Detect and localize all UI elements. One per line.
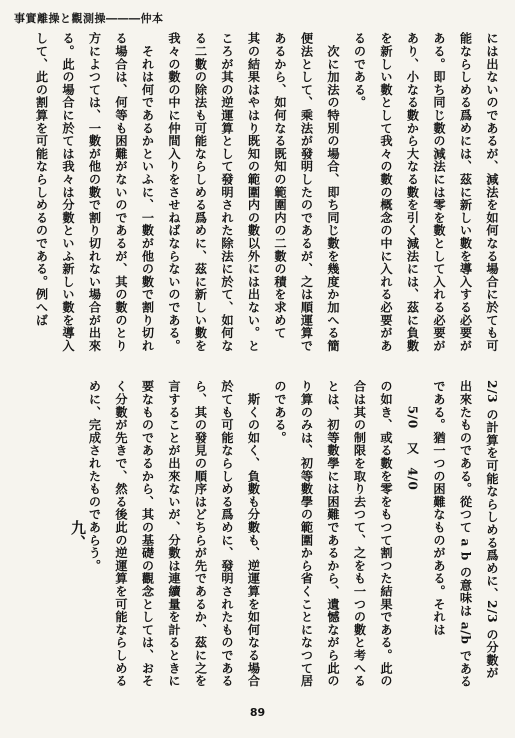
text-column: あるから、如何なる既知の範圍内の二數の積を求めて <box>273 32 287 340</box>
text-column: めに、完成されたものであらう。 <box>87 380 102 572</box>
text-column: 方によつては、一數が他の數で割り切れない場合が出來 <box>87 32 102 352</box>
text-column: のである。 <box>273 380 287 444</box>
text-column: 合は其の制限を取り去つて、之をも一つの數と考へる <box>352 380 367 688</box>
text-column: それは何であるかといふに、一數が他の數で割り切れ <box>140 32 155 352</box>
text-column: 要なものであるから、其の基礎の觀念としては、おそ <box>140 380 155 688</box>
text-column: には出ないのであるが、減法を如何なる場合に於ても可 <box>485 32 499 352</box>
text-column: る場合は、何等も困難がないのであるが、其の數のとり <box>114 32 128 352</box>
text-column: るのである。 <box>352 32 367 109</box>
page-number: 89 <box>249 706 266 719</box>
text-column: る二數の除法も可能ならしめる爲めに、茲に新しい數を <box>193 32 208 352</box>
text-column: 於ても可能ならしめる爲めに、發明されたものである <box>220 380 234 688</box>
text-column: く分數が先きで、然る後此の逆運算を可能ならしめる <box>114 380 128 688</box>
text-column: 能ならしめる爲めには、茲に新しい數を導入する必要が <box>458 32 473 352</box>
text-column: 便法として、乘法が發明したのであるが、之は順運算で <box>299 32 314 352</box>
text-column: して、此の割算を可能ならしめるのである。例へば <box>34 32 49 327</box>
text-column: 2/3 の計算を可能ならしめる爲めに、2/3 の分數が <box>485 380 499 680</box>
text-column: ころが其の逆運算として發明された除法に於て、如何な <box>220 32 234 352</box>
section-number: 九、 <box>69 520 87 550</box>
text-column: 出來たものである。從つて a b の意味は a/b である <box>458 380 473 688</box>
text-column: 次に加法の特別の場合、即ち同じ數を幾度か加へる簡 <box>326 32 340 352</box>
text-column: 我々の數の中に仲間入りをさせねばならないのである。 <box>167 32 181 352</box>
text-column: る。此の場合に於ては我々は分數といふ新しい數を導入 <box>61 32 75 352</box>
text-column: を新しい數として我々の數の概念の中に入れる必要があ <box>379 32 393 352</box>
text-column: ら、其の發見の順序はどちらが先であるか、茲に之を <box>193 380 208 688</box>
text-area <box>18 32 504 697</box>
text-column: 其の結果はやはり既知の範圍内の數以外には出ない。と <box>246 32 261 352</box>
text-column: 言することが出來ないが、分數は連續量を計るときに <box>167 380 181 688</box>
text-column: 5/0 又 4/0 <box>405 380 420 491</box>
text-column: の如き、或る數を零をもつて割つた結果である。此の <box>379 380 393 688</box>
text-column: とは、初等數學には困難であるから、遺憾ながら此の <box>326 380 340 688</box>
text-column: 斯くの如く、負數も分數も、逆運算を如何なる場合 <box>246 392 261 688</box>
text-column: あり、小なる數から大なる數を引く減法には、茲に負數 <box>405 32 420 352</box>
running-header: 事實離操と觀測操―――仲本 <box>14 12 164 25</box>
text-column: り算のみは、初等數學の範圍から省くことになつて居 <box>299 380 314 688</box>
text-column: である。猶一つの困難なものがある。それは <box>432 380 446 636</box>
text-column: ある。即ち同じ數の減法には零を數として入れる必要が <box>432 32 446 352</box>
